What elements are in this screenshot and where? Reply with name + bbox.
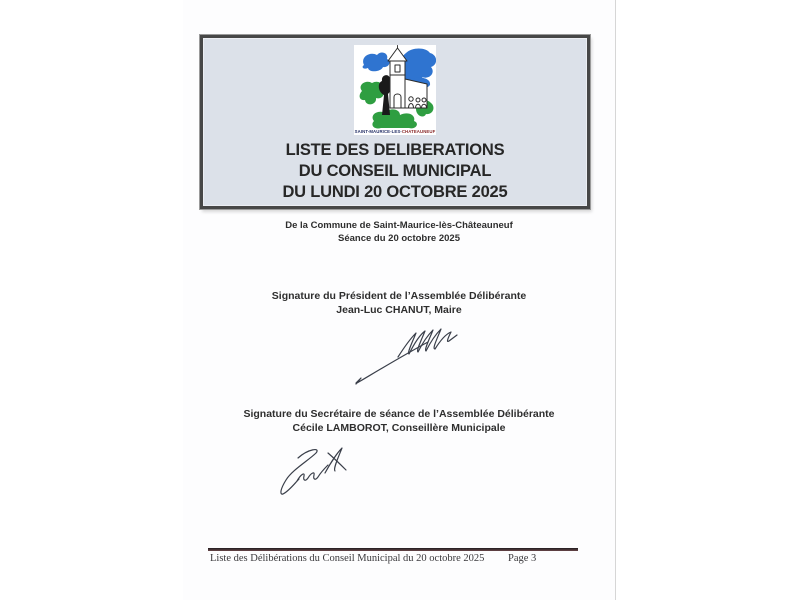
- subtitle-commune: De la Commune de Saint-Maurice-lès-Châteauneuf: [285, 220, 513, 231]
- title-line-1: LISTE DES DELIBERATIONS: [285, 141, 505, 159]
- president-signature-block: [183, 289, 615, 317]
- secretary-signature-block: [183, 407, 615, 435]
- title-line-2: DU CONSEIL MUNICIPAL: [298, 162, 492, 180]
- subtitle-seance: Séance du 20 octobre 2025: [338, 233, 460, 244]
- president-signature-heading: Signature du Président de l’Assemblée Délibérante: [271, 290, 527, 302]
- document-page: [183, 0, 616, 600]
- secretary-name: Cécile LAMBOROT, Conseillère Municipale: [292, 422, 506, 434]
- document-title: [282, 140, 507, 203]
- president-name: Jean-Luc CHANUT, Maire: [336, 304, 462, 316]
- president-signature-image: [352, 326, 470, 388]
- title-line-3: DU LUNDI 20 OCTOBRE 2025: [282, 183, 508, 201]
- logo-caption: SAINT-MAURICE-LES-CHATEAUNEUF: [354, 129, 436, 134]
- church-illustration-icon: [354, 45, 436, 135]
- page-number: Page 3: [508, 553, 537, 564]
- secretary-signature-image: [278, 444, 370, 502]
- subtitle: [183, 219, 615, 245]
- footer-document-title: Liste des Délibérations du Conseil Municipal du 20 octobre 2025: [210, 553, 485, 564]
- footer-rule: [208, 548, 578, 551]
- title-box: [200, 35, 590, 209]
- commune-logo: [354, 45, 436, 135]
- secretary-signature-heading: Signature du Secrétaire de séance de l’Assemblée Délibérante: [243, 408, 555, 420]
